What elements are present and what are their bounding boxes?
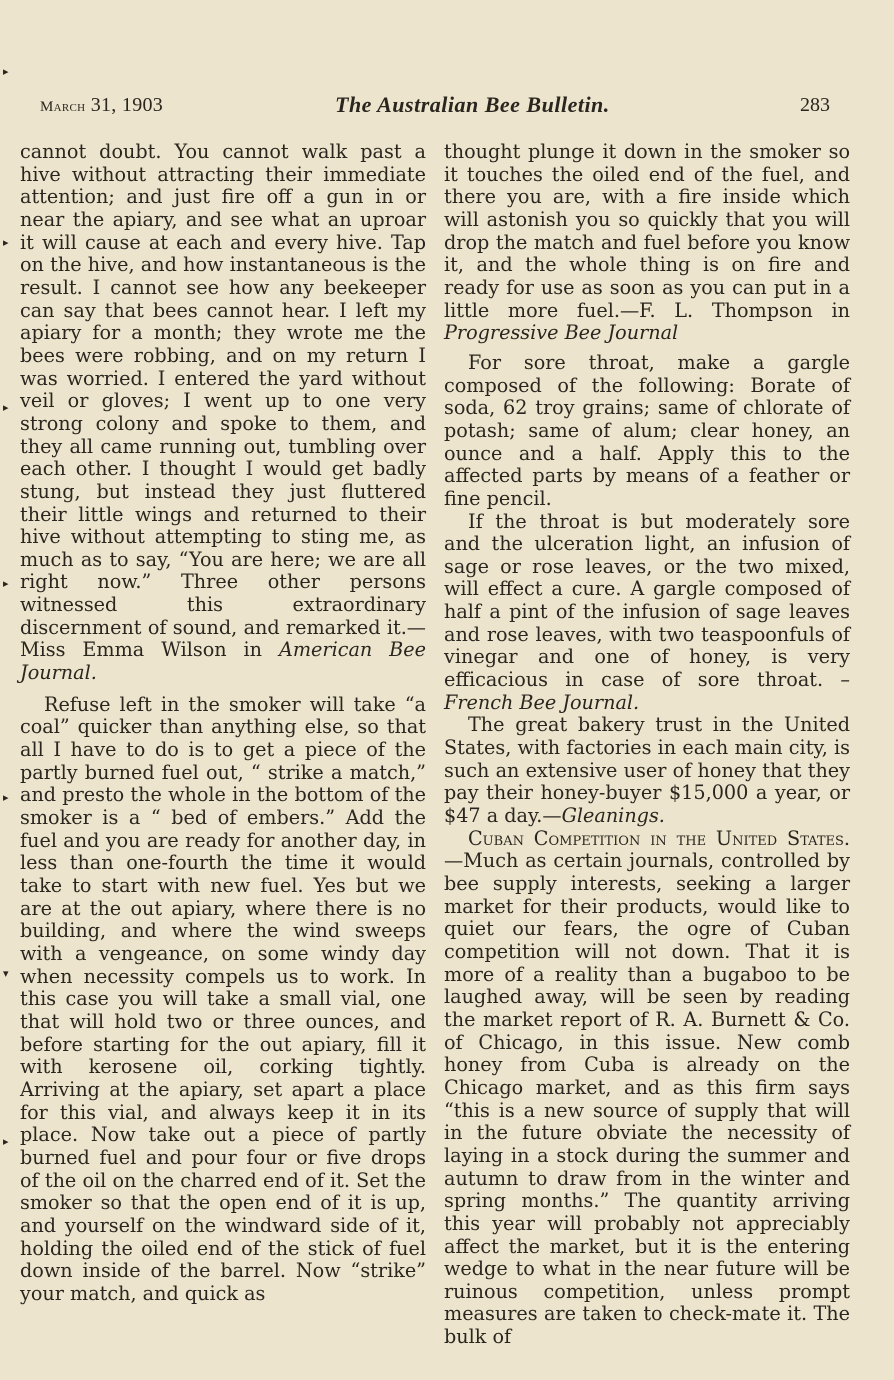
paragraph-text: cannot doubt. You cannot walk past a hive without attracting their immediate attention; and just fire off a gun in or near the apiary, and see what an uproar it will cause at each and every hive. Tap on the hive, and how instantaneous is the result. I cannot see how any beekeeper can say that bees cannot hear. I left my apiary for a month; they wrote me the bees were robbing, and on my return I was worried. I entered the yard without veil or gloves; I went up to one very strong colony and spoke to them, and they all came running out, tumbling over each other. I thought I would get badly stung, but instead they just fluttered their little wings and returned to their hive without attempting to sting me, as much as to say, “You are here; we are all right now.” Three other persons witnessed this extraordinary discernment of sound, and remarked it.—Miss Emma Wilson in (20, 140, 426, 662)
paragraph-text: thought plunge it down in the smoker so it touches the oiled end of the fuel, and there you are, with a fire inside which will astonish you so quickly that you will drop the match and fuel before you know it, and the whole thing is on fire and ready for use as soon as you can put in a little more fuel.—F. L. Thompson in (444, 140, 850, 322)
paragraph-throat-infusion (444, 511, 850, 715)
paragraph-smoker-refuse (20, 694, 426, 1306)
paragraph-text: —Much as certain journals, controlled by bee supply interests, seeking a larger market for their products, would like to quiet our fears, the ogre of Cuban competition will not down. That it is more of a reality than a bugaboo to be laughed away, will be seen by reading the market report of R. A. Burnett & Co. of Chicago, in this issue. New comb honey from Cuba is already on the Chicago market, and as this firm says “this is a new source of supply that will in the future obviate the necessity of laying in a stock during the summer and autumn to draw from in the winter and spring months.” The quantity arriving this year will probably not appreciably affect the market, but it is the entering wedge to what in the near future will be ruinous competition, unless prompt measures are taken to check-mate it. The bulk of (444, 849, 850, 1349)
left-column (20, 141, 426, 1305)
paragraph-sore-throat-gargle (444, 352, 850, 511)
paragraph-bee-hearing (20, 141, 426, 685)
paragraph-cuban-competition (444, 828, 850, 1349)
right-column (444, 141, 850, 1349)
paragraph-text: Refuse left in the smoker will take “a coal” quicker than anything else, so that all I have to do is to get a piece of the partly burned fuel out, “ strike a match,” and presto the whole in the bottom of the smoker is a “ bed of embers.” Add the fuel and you are ready for another day, in less than one-fourth the time it would take to start with new fuel. Yes but we are at the out apiary, where there is no building, and where the wind sweeps with a vengeance, on some windy day when necessity compels us to work. In this case you will take a small vial, one that will hold two or three ounces, and before starting for the out apiary, fill it with kerosene oil, corking tightly. Arriving at the apiary, set apart a place for this vial, and always keep it in its place. Now take out a piece of partly burned fuel and pour four or five drops of the oil on the charred end of it. Set the smoker so that the open end of it is up, and yourself on the windward side of it, holding the oiled end of the stick of fuel down inside of the barrel. Now “strike” your match, and quick as (20, 692, 426, 1305)
section-heading: Cuban Competition in the United States. (468, 826, 850, 850)
source-citation: Gleanings. (561, 804, 665, 828)
margin-arrow-icon: ▸ (3, 1135, 9, 1148)
paragraph-text: If the throat is but moderately sore and the ulceration light, an infusion of sage or rose leaves, or the two mixed, will effect a cure. A gargle composed of half a pint of the infusion of sage leaves and rose leaves, with two teaspoonfuls of vinegar and one of honey, is very efficacious in case of sore throat. – (444, 509, 850, 692)
margin-arrow-icon: ▸ (3, 236, 9, 249)
source-citation: American Bee Journal. (20, 638, 426, 685)
paragraph-text: For sore throat, make a gargle composed of the following: Borate of soda, 62 troy grains; same of chlorate of potash; same of alum; clear honey, an ounce and a half. Apply this to the affected parts by means of a feather or fine pencil. (444, 350, 850, 510)
paragraph-smoker-continued (444, 141, 850, 345)
margin-arrow-icon: ▸ (3, 791, 9, 804)
paragraph-text: The great bakery trust in the United States, with factories in each main city, is such an extensive user of honey that they pay their honey-buyer $15,000 a year, or $47 a day.— (444, 713, 850, 828)
page-number: 283 (800, 94, 830, 116)
issue-date (40, 94, 163, 117)
journal-title: The Australian Bee Bulletin. (335, 92, 610, 117)
margin-marks (0, 0, 14, 1380)
date-month: March (40, 99, 86, 115)
running-header (40, 92, 830, 122)
paragraph-bakery-trust (444, 714, 850, 827)
margin-arrow-icon: ▸ (3, 401, 9, 414)
source-citation: Progressive Bee Journal (444, 321, 679, 345)
margin-arrow-icon: ▸ (3, 65, 9, 78)
margin-arrow-icon: ▾ (3, 967, 9, 980)
date-day-year: 31, 1903 (85, 94, 164, 116)
source-citation: French Bee Journal. (444, 690, 640, 714)
margin-arrow-icon: ▸ (3, 577, 9, 590)
